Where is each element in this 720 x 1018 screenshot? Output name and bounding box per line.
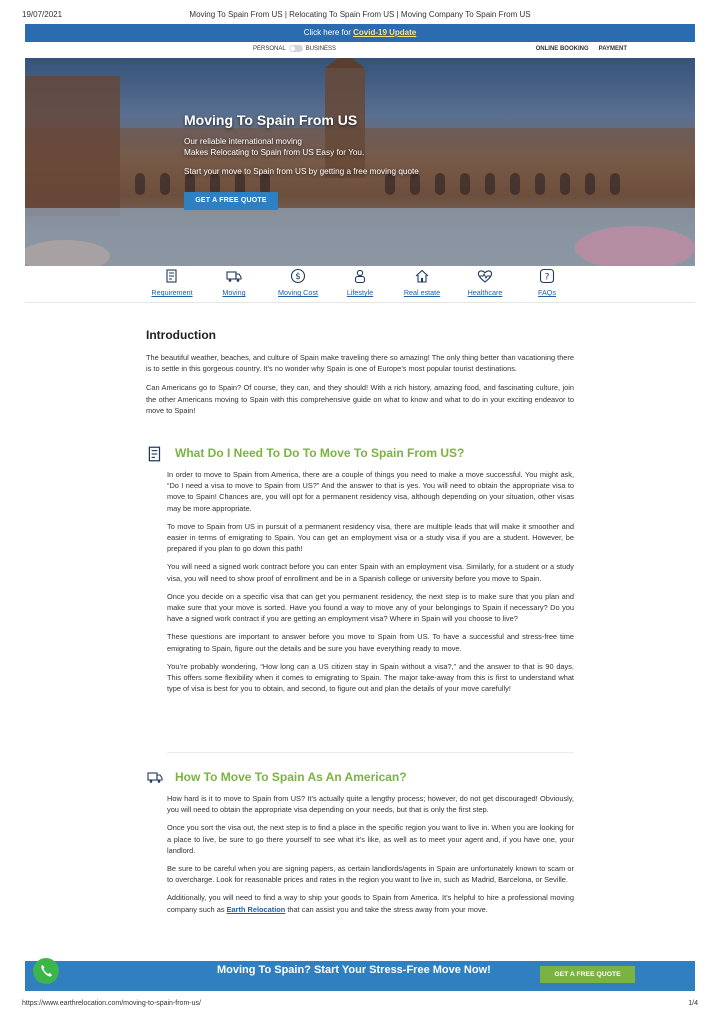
section-1-heading: What Do I Need To Do To Move To Spain From US? (175, 446, 465, 460)
nav-lifestyle-label[interactable]: Lifestyle (346, 288, 374, 297)
section-2-heading: How To Move To Spain As An American? (175, 770, 407, 784)
nav-lifestyle[interactable] (328, 268, 392, 297)
covid-update-link[interactable]: Covid-19 Update (353, 28, 417, 37)
footer-url: https://www.earthrelocation.com/moving-to-spain-from-us/ (22, 1000, 201, 1007)
intro-section (146, 328, 574, 416)
online-booking-link[interactable]: ONLINE BOOKING (535, 46, 589, 52)
cta-banner (25, 961, 695, 991)
nav-faqs-label[interactable]: FAQs (538, 288, 556, 297)
nav-moving-cost-label[interactable]: Moving Cost (278, 288, 318, 297)
nav-real-estate[interactable] (390, 268, 454, 297)
nav-healthcare-label[interactable]: Healthcare (467, 288, 503, 297)
para-text: Additionally, you will need to find a way to ship your goods to Spain from America. It’s helpful to hire a professional moving company such as (167, 893, 574, 914)
section-1-paragraph: In order to move to Spain from America, there are a couple of things you need to make a move successful. You might ask, “Do I need a visa to move to Spain from US?” And the answer to that is yes. You will need to obtain the appropriate visa to move to Spain! Chances are, you will opt for a permanent residency visa, although depending on your situation, other visas may be more appropriate. (167, 470, 574, 513)
document-icon (146, 445, 164, 463)
print-title: Moving To Spain From US | Relocating To Spain From US | Moving Company To Spain From US (189, 10, 531, 19)
phone-call-button[interactable] (33, 958, 59, 984)
nav-divider (25, 302, 695, 303)
print-header (0, 0, 720, 22)
intro-paragraph-1: The beautiful weather, beaches, and culture of Spain make traveling there so amazing! The only thing better than vacationing there is to settle in this gorgeous country. It’s no wonder why Spain is one of Europe’s most popular tourist destinations. (146, 353, 574, 374)
question-icon (539, 268, 555, 284)
print-date: 19/07/2021 (22, 10, 63, 19)
dollar-icon (290, 268, 306, 284)
page-number: 1/4 (688, 1000, 698, 1007)
section-1-body (167, 469, 574, 701)
hero-banner (25, 58, 695, 266)
nav-real-estate-label[interactable]: Real estate (403, 288, 441, 297)
business-label: BUSINESS (305, 45, 337, 52)
house-icon (414, 268, 430, 284)
section-1-paragraph: You will need a signed work contract before you can enter Spain with an employment visa. Similarly, for a student or a study visa, you will need to show proof of enrollment and be in a Spanish college or university before you move to Spain. (167, 562, 574, 583)
nav-healthcare[interactable] (453, 268, 517, 297)
person-icon (352, 268, 368, 284)
phone-icon (33, 958, 59, 984)
section-2-paragraph-last (167, 892, 574, 914)
section-divider (167, 752, 574, 753)
section-1-paragraph: Once you decide on a specific visa that can get you permanent residency, the next step is to make sure that you plan and make sure that your move is sorted. Have you found a way to move any of your belongings to Spain if necessary? Do you have a signed work contract if you are getting an employment visa? Where in Spain will you choose to live? (167, 591, 574, 624)
nav-faqs[interactable] (515, 268, 579, 297)
toggle-icon[interactable] (289, 45, 303, 52)
hero-line-1: Our reliable international moving (184, 137, 302, 146)
section-icon-navigation (140, 268, 580, 298)
intro-heading: Introduction (146, 328, 216, 342)
section-1-paragraph: You’re probably wondering, “How long can a US citizen stay in Spain without a visa?,” and the answer to that is 90 days. This offers some flexibility when it comes to emigrating to Spain. The major take-away from this is first to understand what type of visa is best for you to obtain, and second, to figure out and plan the details of your move carefully! (167, 661, 574, 694)
nav-moving-label[interactable]: Moving (222, 288, 246, 297)
earth-relocation-link[interactable]: Earth Relocation (226, 904, 286, 914)
heart-pulse-icon (477, 268, 493, 284)
section-2-paragraph: Be sure to be careful when you are signing papers, as certain landlords/agents in Spain are unfortunately known to scam or to overcharge. Look for reasonable prices and rates in the region you want to live in, such as Madrid, Barcelona, or Seville. (167, 864, 574, 885)
cta-banner-title: Moving To Spain? Start Your Stress-Free Move Now! (217, 964, 491, 976)
truck-icon (226, 268, 242, 284)
nav-moving-cost[interactable] (266, 268, 330, 297)
section-1-paragraph: These questions are important to answer before you move to Spain from US. To have a successful and stress-free time emigrating to Spain, figure out the details and be sure you have everything ready to move. (167, 632, 574, 653)
hero-line-2: Makes Relocating to Spain from US Easy for You. (184, 148, 365, 157)
print-footer (22, 1000, 698, 1007)
section-2-paragraph: Once you sort the visa out, the next step is to find a place in the specific region you want to live in. When you are looking for a place to live, be sure to go there yourself to see what it’s like, as well as to meet your agent and, if you have one, your landlord. (167, 823, 574, 855)
banner-get-quote-button[interactable]: GET A FREE QUOTE (540, 966, 635, 983)
hero-line-3: Start your move to Spain from US by getting a free moving quote (184, 167, 419, 176)
document-icon (164, 268, 180, 284)
section-2-paragraph: How hard is it to move to Spain from US? It’s actually quite a lengthy process; however, do not get discouraged! Obviously, you will need to obtain the appropriate visa depending on your needs, but that is only the first step. (167, 794, 574, 815)
personal-business-switch[interactable] (253, 45, 336, 52)
section-2-body (167, 793, 574, 922)
intro-paragraph-2: Can Americans go to Spain? Of course, they can, and they should! With a rich history, amazing food, and fascinating culture, join the other Americans moving to Spain with this comprehensive guide on what to know and what to do in your exciting endeavor to move to Spain! (146, 383, 574, 415)
para-text: that can assist you and take the stress away from your move. (285, 904, 488, 914)
payment-link[interactable]: PAYMENT (598, 46, 627, 52)
personal-label: PERSONAL (253, 45, 286, 52)
svg-text:?: ? (544, 272, 550, 283)
hero-get-quote-button[interactable]: GET A FREE QUOTE (184, 192, 278, 210)
svg-text:$: $ (295, 272, 301, 282)
truck-icon (146, 769, 164, 785)
covid-prefix: Click here for (303, 28, 354, 37)
hero-title: Moving To Spain From US (184, 112, 358, 128)
nav-moving[interactable] (202, 268, 266, 297)
nav-requirement-label[interactable]: Requirement (151, 288, 193, 297)
nav-requirement[interactable] (140, 268, 204, 297)
top-navigation (25, 42, 695, 58)
section-1-paragraph: To move to Spain from US in pursuit of a permanent residency visa, there are multiple leads that will make it smoother and easier in terms of emigrating to Spain. You can get an employment visa or a study visa if you are a student. However, be prepared if you plan to go down this path! (167, 521, 574, 554)
covid-bar (25, 24, 695, 42)
